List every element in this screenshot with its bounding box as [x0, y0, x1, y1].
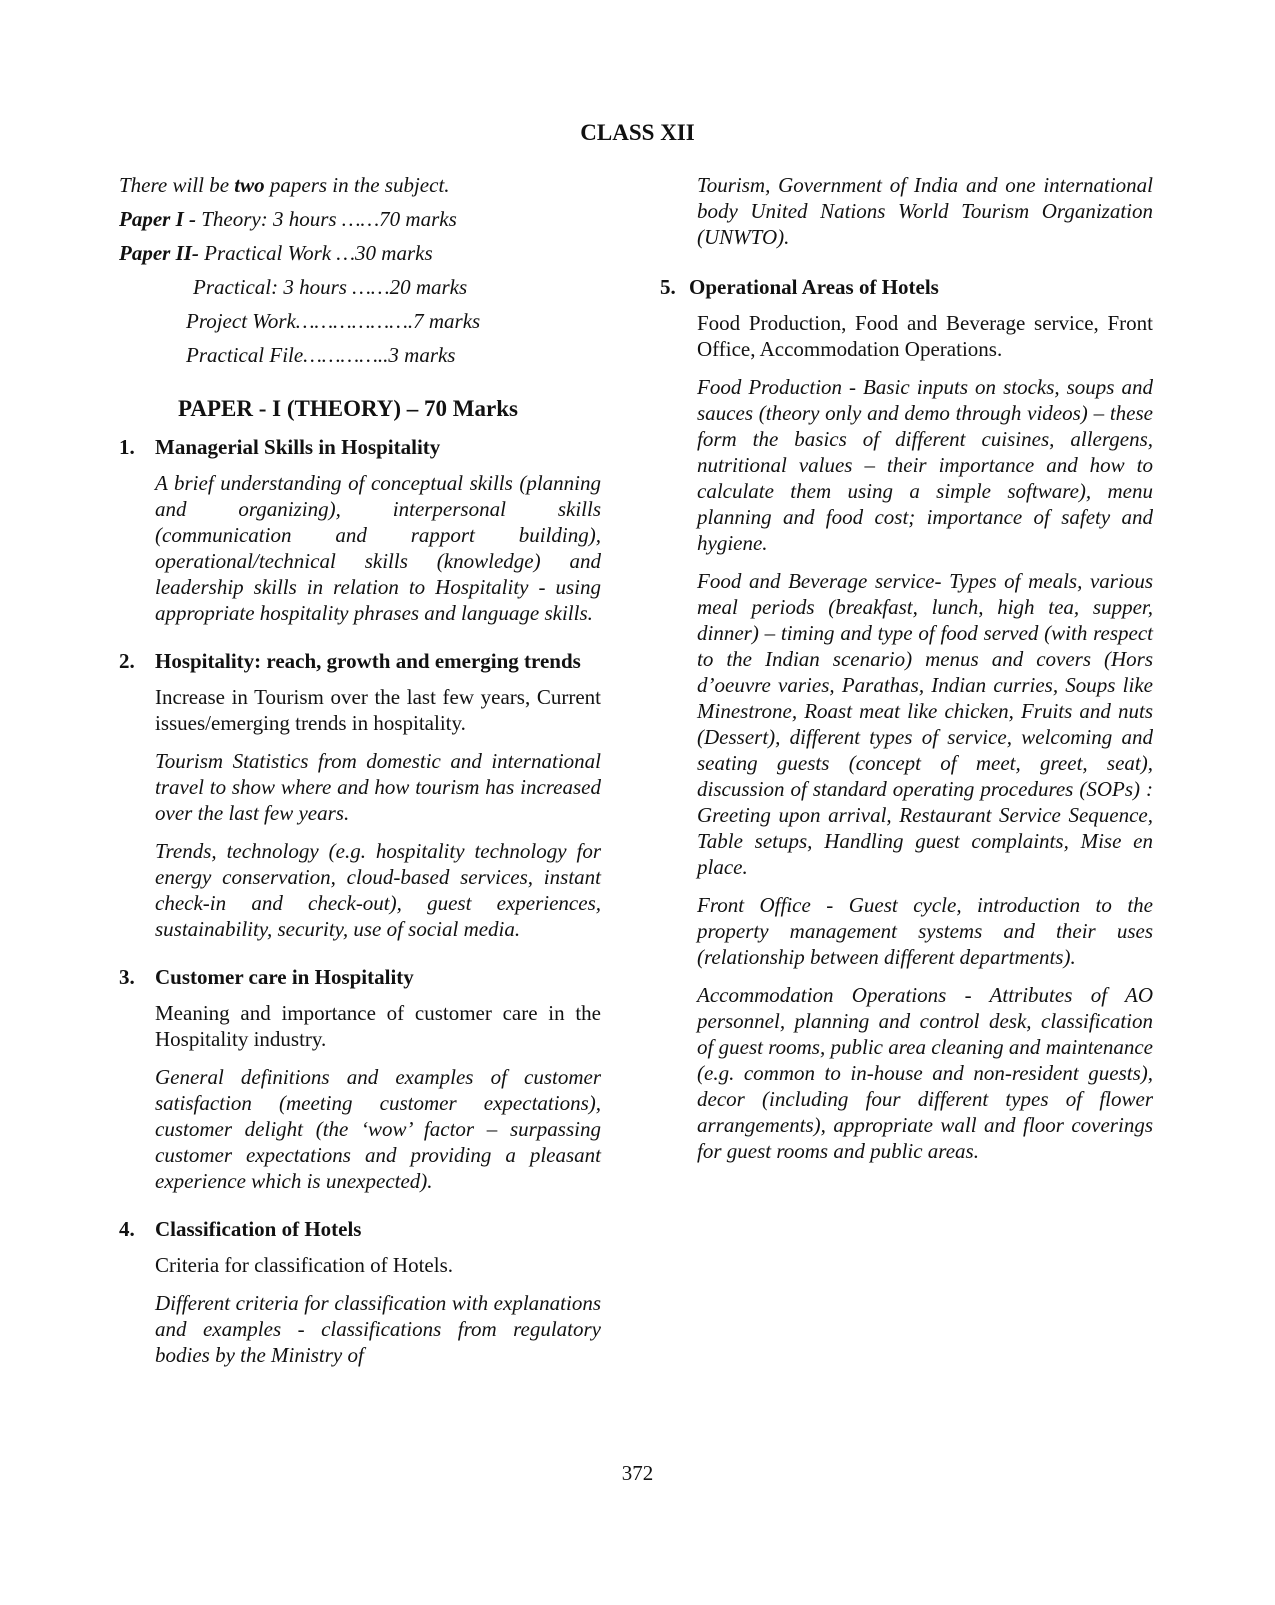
right-column — [660, 172, 1153, 1186]
section-title: Customer care in Hospitality — [155, 965, 414, 989]
section-number: 4. — [119, 1217, 135, 1241]
section-5 — [660, 274, 1153, 1164]
section-paragraph: Food and Beverage service- Types of meals, various meal periods (breakfast, lunch, high tea, supper, dinner) – timing and type of food served (with respect to the Indian scenario) menus and covers (Hors d’oeuvre varies, Parathas, Indian curries, Soups like Minestrone, Roast meat like chicken, Fruits and nuts (Dessert), different types of service, welcoming and seating guests (concept of meet, greet, seat), discussion of standard operating procedures (SOPs) : Greeting upon arrival, Restaurant Service Sequence, Table setups, Handling guest complaints, Mise en place. — [697, 569, 1153, 879]
section-paragraph: Accommodation Operations - Attributes of AO personnel, planning and control desk, classification of guest rooms, public area cleaning and maintenance (e.g. common to in-house and non-resident guests), decor (including four different types of flower arrangements), appropriate wall and floor coverings for guest rooms and public areas. — [697, 983, 1153, 1163]
section-body — [119, 1252, 601, 1368]
section-number: 2. — [119, 649, 135, 673]
section-heading — [119, 1216, 601, 1242]
section-title: Hospitality: reach, growth and emerging trends — [155, 649, 581, 673]
section-body — [119, 684, 601, 942]
section-paragraph: Food Production, Food and Beverage service, Front Office, Accommodation Operations. — [697, 311, 1153, 361]
section-body — [119, 1000, 601, 1194]
section-title: Managerial Skills in Hospitality — [155, 435, 441, 459]
section-paragraph: Different criteria for classification with explanations and examples - classifications from regulatory bodies by the Ministry of — [155, 1291, 601, 1367]
paper2-text: Practical Work …30 marks — [198, 241, 433, 265]
intro-text: There will be — [119, 173, 235, 197]
section-heading — [119, 964, 601, 990]
section-paragraph: Trends, technology (e.g. hospitality technology for energy conservation, cloud-based services, instant check-in and check-out), guest experiences, sustainability, security, use of social media. — [155, 839, 601, 941]
practical-line: Practical: 3 hours ……20 marks — [193, 275, 468, 299]
section-4 — [119, 1216, 601, 1368]
paper2-label: Paper II- — [119, 241, 199, 265]
section-title: Classification of Hotels — [155, 1217, 362, 1241]
file-line: Practical File…………..3 marks — [186, 343, 456, 367]
section-paragraph: Tourism Statistics from domestic and international travel to show where and how tourism has increased over the last few years. — [155, 749, 601, 825]
left-column — [119, 172, 601, 1390]
section-number: 5. — [660, 275, 676, 299]
section-paragraph: Increase in Tourism over the last few years, Current issues/emerging trends in hospitality. — [155, 685, 601, 735]
paper2-line — [119, 240, 601, 266]
section-1 — [119, 434, 601, 626]
project-line: Project Work……………….7 marks — [186, 309, 481, 333]
section-heading — [119, 434, 601, 460]
paper-heading: PAPER - I (THEORY) – 70 Marks — [178, 396, 518, 421]
section-2 — [119, 648, 601, 942]
section-body — [119, 470, 601, 626]
section-paragraph: Front Office - Guest cycle, introduction to the property management systems and their uses (relationship between different departments). — [697, 893, 1153, 969]
paper1-text: Theory: 3 hours ……70 marks — [196, 207, 457, 231]
intro-bold-word: two — [234, 173, 265, 197]
section-paragraph: Food Production - Basic inputs on stocks, soups and sauces (theory only and demo through videos) – these form the basics of different cuisines, allergens, nutritional values – their importance and how to calculate them using a simple software), menu planning and food cost; importance of safety and hygiene. — [697, 375, 1153, 555]
paper1-line — [119, 206, 601, 232]
section-body — [660, 310, 1153, 1164]
intro-line — [119, 172, 601, 198]
section-paragraph: Meaning and importance of customer care in the Hospitality industry. — [155, 1001, 601, 1051]
page-title: CLASS XII — [580, 120, 695, 145]
section-3 — [119, 964, 601, 1194]
page-number: 372 — [621, 1461, 654, 1485]
intro-text: papers in the subject. — [264, 173, 450, 197]
section-paragraph: Tourism, Government of India and one international body United Nations World Tourism Organization (UNWTO). — [697, 173, 1153, 249]
section-heading — [660, 274, 1153, 300]
section-paragraph: General definitions and examples of customer satisfaction (meeting customer expectations), customer delight (the ‘wow’ factor – surpassing customer expectations and providing a pleasant experience which is unexpected). — [155, 1065, 601, 1193]
section-number: 3. — [119, 965, 135, 989]
section-4-continuation — [660, 172, 1153, 250]
section-number: 1. — [119, 435, 135, 459]
section-paragraph: A brief understanding of conceptual skills (planning and organizing), interpersonal skills (communication and rapport building), operational/technical skills (knowledge) and leadership skills in relation to Hospitality - using appropriate hospitality phrases and language skills. — [155, 471, 601, 625]
intro-block — [119, 172, 601, 368]
paper1-label: Paper I - — [119, 207, 196, 231]
section-paragraph: Criteria for classification of Hotels. — [155, 1253, 453, 1277]
section-heading — [119, 648, 601, 674]
section-title: Operational Areas of Hotels — [689, 275, 939, 299]
